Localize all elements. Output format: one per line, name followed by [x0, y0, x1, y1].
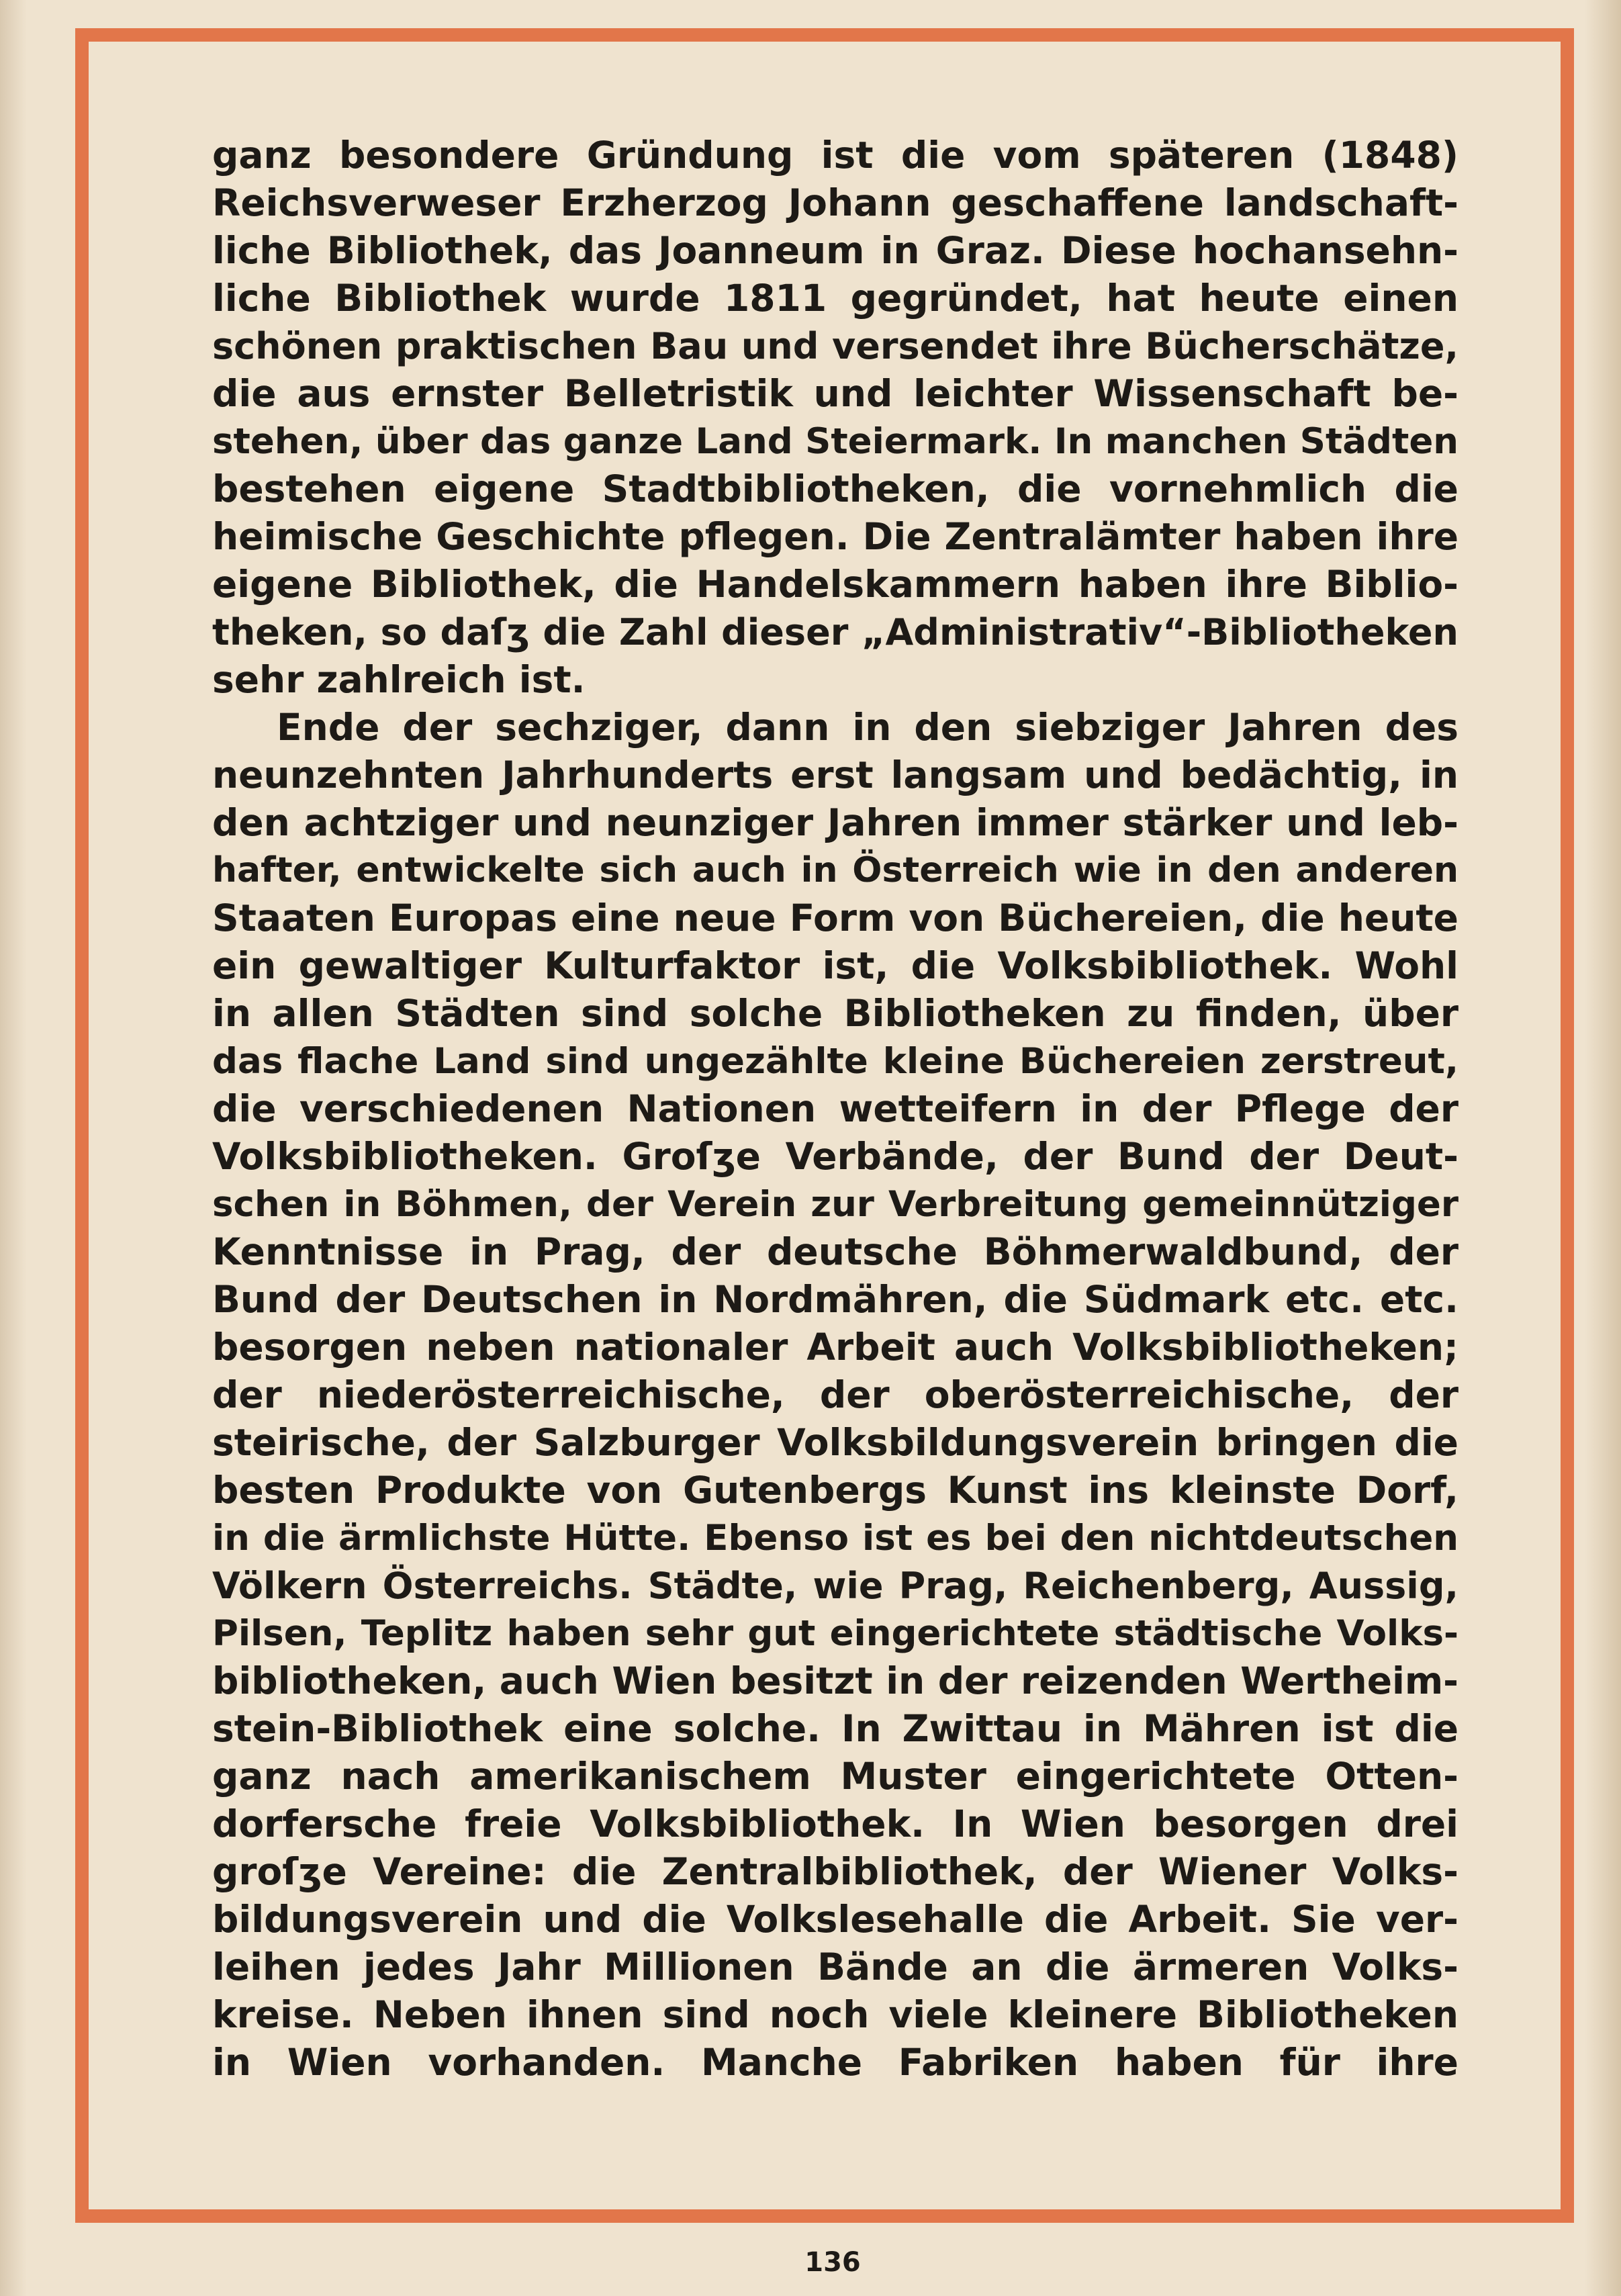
- text-line: liche Bibliothek wurde 1811 gegründet, hat heute einen: [212, 277, 1458, 320]
- text-line: steirische, der Salzburger Volksbildungsverein bringen die: [212, 1421, 1458, 1464]
- text-line: bibliotheken, auch Wien besitzt in der reizenden Wertheim-: [212, 1659, 1458, 1702]
- text-line: schönen praktischen Bau und versendet ihre Bücherschätze,: [212, 325, 1458, 367]
- text-line: leihen jedes Jahr Millionen Bände an die ärmeren Volks-: [212, 1945, 1458, 1988]
- text-line: Reichsverweser Erzherzog Johann geschaffene landschaft-: [212, 181, 1458, 224]
- text-line: besten Produkte von Gutenbergs Kunst ins kleinste Dorf,: [212, 1469, 1458, 1512]
- text-line: in allen Städten sind solche Bibliotheken zu finden, über: [212, 992, 1458, 1035]
- text-line: schen in Böhmen, der Verein zur Verbreitung gemeinnütziger: [212, 1184, 1458, 1225]
- text-line: ganz besondere Gründung ist die vom späteren (1848): [212, 134, 1458, 177]
- text-line: das flache Land sind ungezählte kleine Büchereien zerstreut,: [212, 1041, 1458, 1082]
- text-line: Bund der Deutschen in Nordmähren, die Südmark etc. etc.: [212, 1278, 1458, 1321]
- text-line: ganz nach amerikanischem Muster eingerichtete Otten-: [212, 1755, 1458, 1798]
- text-line: bildungsverein und die Volkslesehalle die Arbeit. Sie ver-: [212, 1898, 1458, 1941]
- text-line: Pilsen, Teplitz haben sehr gut eingerichtete städtische Volks-: [212, 1613, 1458, 1654]
- text-line: die verschiedenen Nationen wetteifern in der Pflege der: [212, 1087, 1458, 1130]
- text-line: ein gewaltiger Kulturfaktor ist, die Volksbibliothek. Wohl: [212, 944, 1458, 987]
- body-text: [212, 132, 1458, 2086]
- text-line: stehen, über das ganze Land Steiermark. In manchen Städten: [212, 421, 1458, 462]
- paragraph-end-line: sehr zahlreich ist.: [212, 658, 586, 701]
- text-line: die aus ernster Belletristik und leichter Wissenschaft be-: [212, 372, 1458, 415]
- text-line: dorfersche freie Volksbibliothek. In Wien besorgen drei: [212, 1802, 1458, 1845]
- text-line: heimische Geschichte pflegen. Die Zentralämter haben ihre: [212, 515, 1458, 558]
- text-line: Völkern Österreichs. Städte, wie Prag, Reichenberg, Aussig,: [212, 1565, 1458, 1607]
- text-line: groſʒe Vereine: die Zentralbibliothek, der Wiener Volks-: [212, 1850, 1458, 1893]
- text-line: kreise. Neben ihnen sind noch viele kleinere Bibliotheken: [212, 1993, 1458, 2036]
- text-line: Kenntnisse in Prag, der deutsche Böhmerwaldbund, der: [212, 1230, 1458, 1273]
- text-line: bestehen eigene Stadtbibliotheken, die vornehmlich die: [212, 467, 1458, 510]
- text-line: eigene Bibliothek, die Handelskammern haben ihre Biblio-: [212, 563, 1458, 606]
- text-line: besorgen neben nationaler Arbeit auch Volksbibliotheken;: [212, 1326, 1458, 1369]
- text-line: Staaten Europas eine neue Form von Büchereien, die heute: [212, 897, 1458, 939]
- text-line: neunzehnten Jahrhunderts erst langsam und bedächtig, in: [212, 753, 1458, 796]
- text-line: Volksbibliotheken. Groſʒe Verbände, der Bund der Deut-: [212, 1135, 1458, 1178]
- text-line: theken, so daſʒ die Zahl dieser „Administrativ“-Bibliotheken: [212, 611, 1458, 653]
- text-line: hafter, entwickelte sich auch in Österreich wie in den anderen: [212, 850, 1458, 890]
- text-line: in Wien vorhanden. Manche Fabriken haben für ihre: [212, 2041, 1458, 2084]
- text-line: den achtziger und neunziger Jahren immer stärker und leb-: [212, 801, 1458, 844]
- paragraph-start-line: Ende der sechziger, dann in den siebziger Jahren des: [277, 706, 1458, 749]
- page-number: 136: [804, 2247, 861, 2278]
- text-line: stein-Bibliothek eine solche. In Zwittau in Mähren ist die: [212, 1707, 1458, 1750]
- text-line: der niederösterreichische, der oberösterreichische, der: [212, 1373, 1458, 1416]
- text-line: in die ärmlichste Hütte. Ebenso ist es bei den nichtdeutschen: [212, 1518, 1458, 1559]
- text-line: liche Bibliothek, das Joanneum in Graz. Diese hochansehn-: [212, 229, 1458, 272]
